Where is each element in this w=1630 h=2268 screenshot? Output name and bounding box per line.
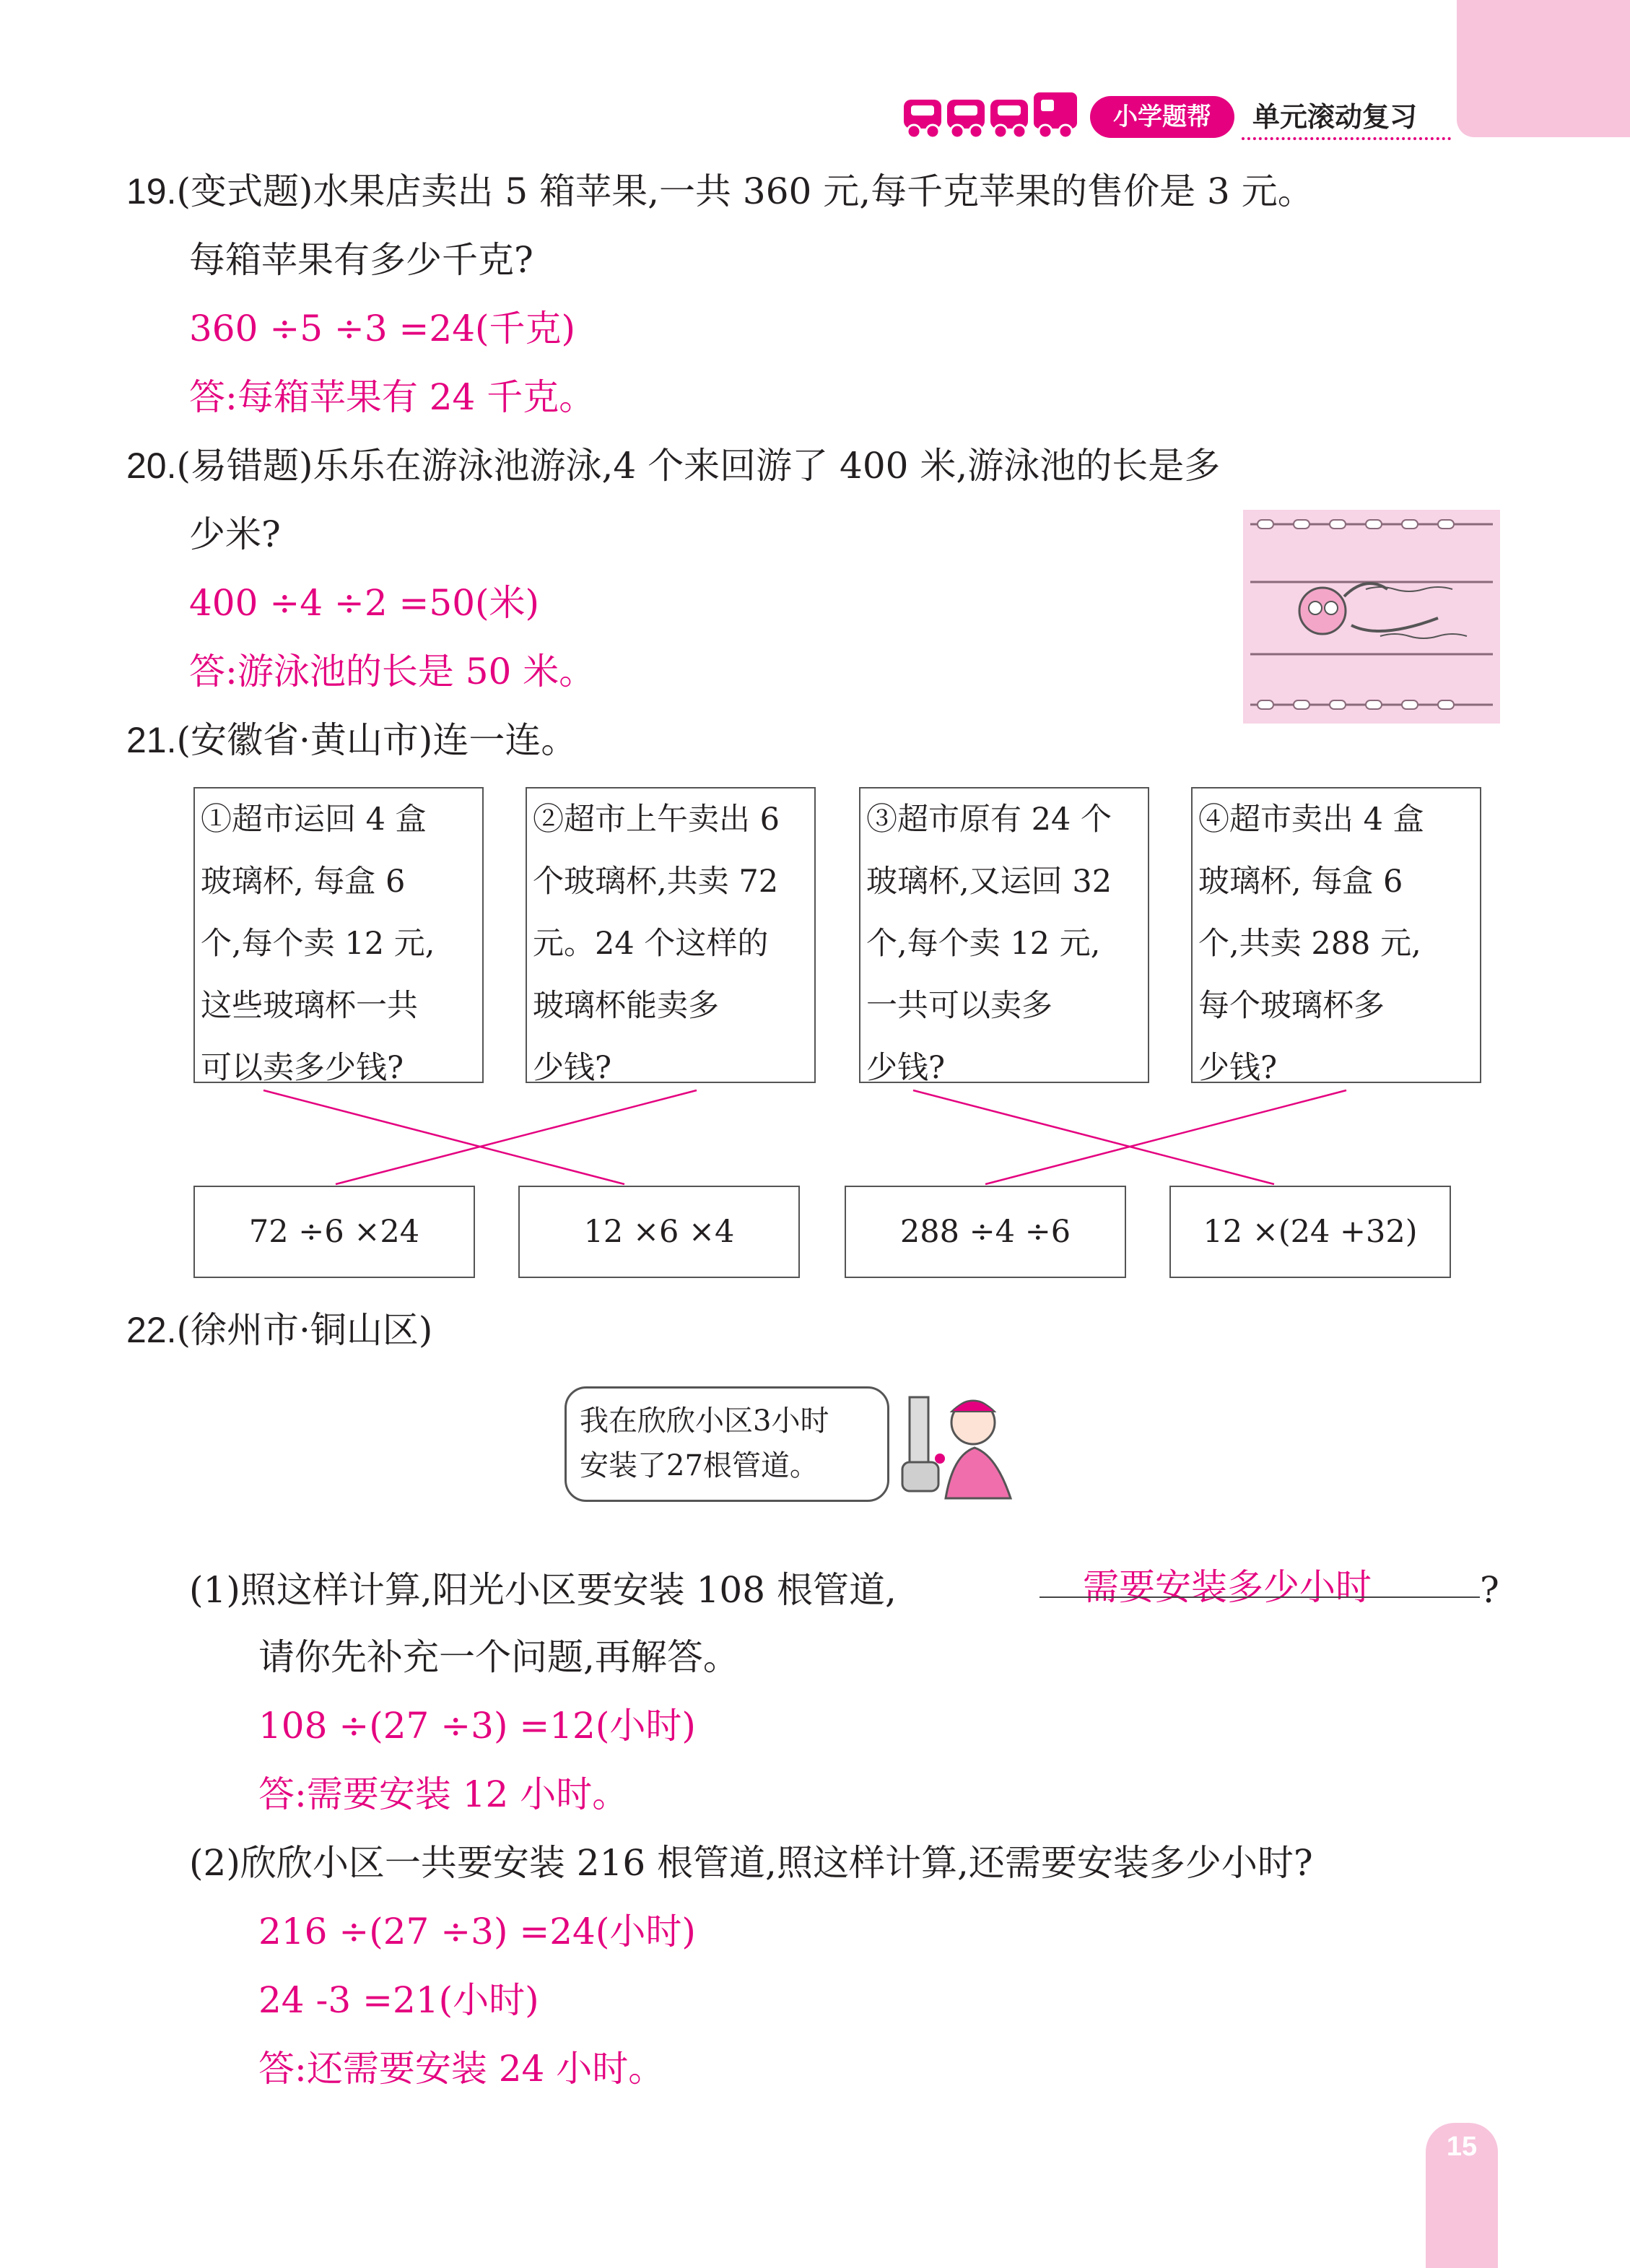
word-problem-box-3 (859, 787, 1149, 1086)
question-number: 22. (126, 1310, 177, 1350)
question-22-part1-line2: 请你先补充一个问题,再解答。 (258, 1636, 739, 1678)
answer-22-2-text: 答:还需要安装 24 小时。 (258, 2048, 665, 2090)
word-problem-box-2 (526, 787, 816, 1086)
answer-22-2-calc2: 24 -3 =21(小时) (258, 1979, 539, 2021)
swimmer-icon (1243, 510, 1500, 724)
box-line: ①超市运回 4 盒 (201, 801, 427, 838)
box-line: 玻璃杯, 每盒 6 (1198, 864, 1403, 900)
box-line: 少钱? (1198, 1050, 1278, 1086)
answer-19-text: 答:每箱苹果有 24 千克。 (189, 376, 596, 418)
question-21 (126, 718, 577, 762)
answer-19-calc: 360 ÷5 ÷3 =24(千克) (189, 308, 576, 349)
part1-text: (1)照这样计算,阳光小区要安装 108 根管道, (189, 1569, 897, 1611)
answer-20-calc: 400 ÷4 ÷2 =50(米) (189, 582, 540, 624)
question-22-part1 (189, 1568, 897, 1612)
question-20-line2: 少米? (189, 513, 281, 555)
question-22-part2: (2)欣欣小区一共要安装 216 根管道,照这样计算,还需要安装多少小时? (189, 1842, 1313, 1884)
swimming-pool-illustration (1243, 510, 1500, 724)
question-mark: ? (1480, 1569, 1499, 1611)
header-badge: 小学题帮 (1090, 96, 1234, 138)
word-problem-box-1 (193, 787, 484, 1086)
question-19 (126, 170, 1314, 213)
box-line: 个,每个卖 12 元, (866, 926, 1101, 962)
connector-1-to-2 (263, 1090, 624, 1184)
corner-tab (1457, 0, 1630, 137)
header-title: 单元滚动复习 (1252, 101, 1418, 133)
connector-4-to-3 (985, 1090, 1346, 1184)
box-line: 玻璃杯能卖多 (533, 988, 719, 1024)
box-line: 少钱? (866, 1050, 946, 1086)
question-text: (安徽省·黄山市)连一连。 (176, 719, 578, 761)
expression-box-1: 72 ÷6 ×24 (193, 1186, 475, 1278)
question-text: (徐州市·铜山区) (176, 1309, 433, 1351)
box-line: ②超市上午卖出 6 (533, 801, 780, 838)
expression-box-2: 12 ×6 ×4 (518, 1186, 800, 1278)
connection-lines (0, 1083, 1630, 1186)
question-20 (126, 444, 1220, 487)
header-divider (1242, 137, 1451, 140)
box-line: 这些玻璃杯一共 (201, 988, 418, 1024)
question-number: 19. (126, 171, 177, 212)
page-number: 15 (1446, 2132, 1478, 2162)
bubble-line-2: 安装了27根管道。 (580, 1449, 819, 1482)
box-line: 可以卖多少钱? (201, 1050, 404, 1086)
box-line: 元。24 个这样的 (533, 926, 769, 962)
train-icon (901, 85, 1081, 144)
box-line: 玻璃杯, 每盒 6 (201, 864, 406, 900)
box-line: 个,共卖 288 元, (1198, 926, 1421, 962)
box-line: ③超市原有 24 个 (866, 801, 1112, 838)
connector-3-to-4 (913, 1090, 1274, 1184)
answer-22-2-calc1: 216 ÷(27 ÷3) =24(小时) (258, 1911, 696, 1952)
fill-in-blank-line (1040, 1596, 1480, 1598)
word-problem-box-4 (1191, 787, 1481, 1086)
answer-22-1-calc: 108 ÷(27 ÷3) =12(小时) (258, 1705, 696, 1747)
question-number: 21. (126, 720, 177, 760)
question-text: (变式题)水果店卖出 5 箱苹果,一共 360 元,每千克苹果的售价是 3 元。 (176, 170, 1314, 212)
question-text: (易错题)乐乐在游泳池游泳,4 个来回游了 400 米,游泳池的长是多 (176, 445, 1221, 487)
speech-bubble (565, 1386, 889, 1502)
expression-box-3: 288 ÷4 ÷6 (845, 1186, 1126, 1278)
box-line: 少钱? (533, 1050, 612, 1086)
answer-22-1-text: 答:需要安装 12 小时。 (258, 1773, 629, 1815)
worker-icon (888, 1390, 1018, 1509)
bubble-line-1: 我在欣欣小区3小时 (580, 1404, 829, 1438)
box-line: 一共可以卖多 (866, 988, 1052, 1024)
box-line: 每个玻璃杯多 (1198, 988, 1385, 1024)
box-line: ④超市卖出 4 盒 (1198, 801, 1424, 838)
connector-2-to-1 (336, 1090, 697, 1184)
fill-in-answer: 需要安装多少小时 (1083, 1566, 1372, 1608)
question-22 (126, 1308, 432, 1352)
box-line: 个,每个卖 12 元, (201, 926, 435, 962)
question-19-line2: 每箱苹果有多少千克? (189, 239, 533, 281)
expression-box-4: 12 ×(24 +32) (1169, 1186, 1451, 1278)
box-line: 玻璃杯,又运回 32 (866, 864, 1112, 900)
question-number: 20. (126, 446, 177, 486)
box-line: 个玻璃杯,共卖 72 (533, 864, 779, 900)
answer-20-text: 答:游泳池的长是 50 米。 (189, 651, 596, 692)
